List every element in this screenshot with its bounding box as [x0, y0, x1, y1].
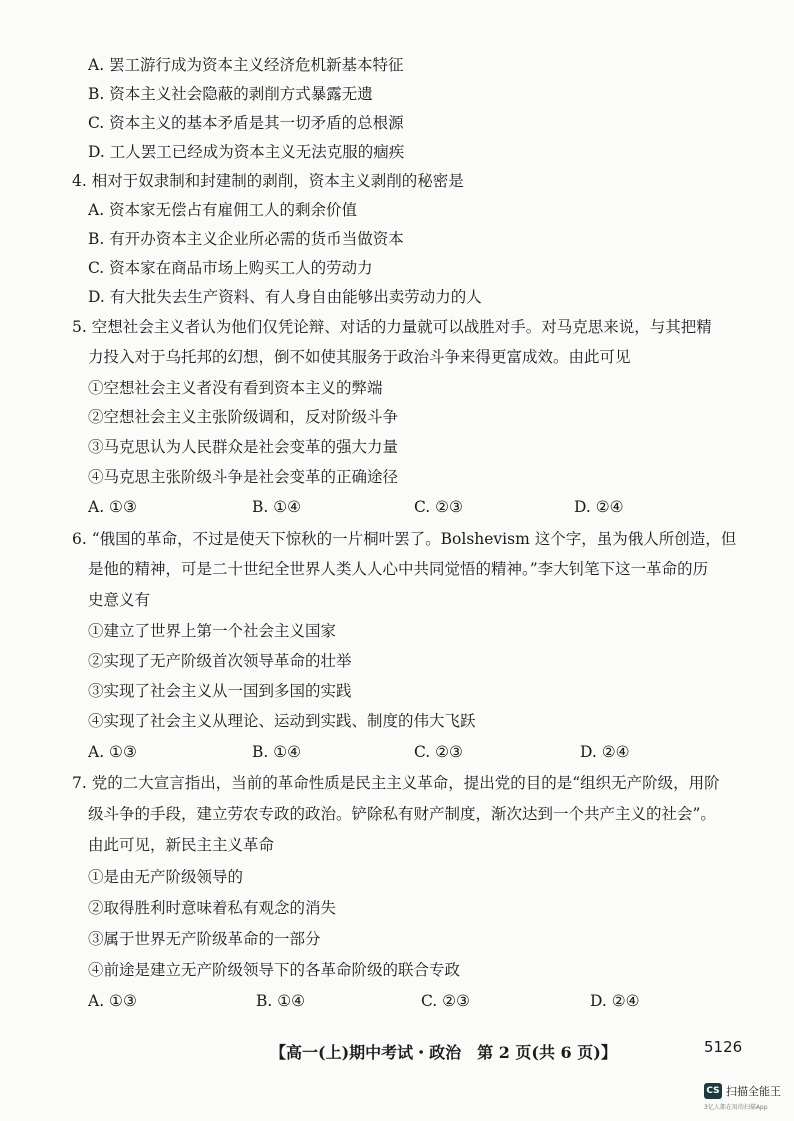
camscanner-logo-icon: CS: [704, 1083, 722, 1099]
q3-option-d: D. 工人罢工已经成为资本主义无法克服的痼疾: [88, 143, 405, 161]
q5-statement-4: ④马克思主张阶级斗争是社会变革的正确途径: [88, 468, 399, 486]
q5-choice-a: A. ①③: [88, 498, 137, 516]
exam-code: 5126: [704, 1038, 743, 1056]
q5-stem-line1: 5. 空想社会主义者认为他们仅凭论辩、对话的力量就可以战胜对手。对马克思来说，与其把精: [72, 318, 712, 336]
q3-option-b: B. 资本主义社会隐蔽的剥削方式暴露无遗: [88, 85, 373, 103]
q7-stem-line3: 由此可见，新民主主义革命: [88, 836, 275, 854]
q7-choice-b: B. ①④: [256, 992, 306, 1010]
q3-option-a: A. 罢工游行成为资本主义经济危机新基本特征: [88, 56, 404, 74]
q5-statement-2: ②空想社会主义主张阶级调和，反对阶级斗争: [88, 408, 399, 426]
q7-choice-d: D. ②④: [590, 992, 640, 1010]
q4-option-d: D. 有大批失去生产资料、有人身自由能够出卖劳动力的人: [88, 288, 482, 306]
q4-option-a: A. 资本家无偿占有雇佣工人的剩余价值: [88, 201, 358, 219]
q6-stem-line3: 史意义有: [88, 591, 151, 609]
q6-stem-line1: 6. “俄国的革命，不过是使天下惊秋的一片桐叶罢了。Bolshevism 这个字，虽为俄人所创造，但: [72, 530, 737, 548]
q7-choice-c: C. ②③: [421, 992, 470, 1010]
q7-stem-line2: 级斗争的手段，建立劳农专政的政治。铲除私有财产制度，渐次达到一个共产主义的社会”。: [88, 805, 716, 823]
q6-choice-d: D. ②④: [580, 743, 630, 761]
scanner-watermark: [704, 1083, 781, 1099]
q5-stem-line2: 力投入对于乌托邦的幻想，倒不如使其服务于政治斗争来得更富成效。由此可见: [88, 348, 631, 366]
q5-statement-3: ③马克思认为人民群众是社会变革的强大力量: [88, 438, 399, 456]
scanner-name: 扫描全能王: [726, 1085, 781, 1098]
scanner-tagline: 3亿人都在用的扫描App: [704, 1104, 768, 1111]
q7-statement-4: ④前途是建立无产阶级领导下的各革命阶级的联合专政: [88, 961, 461, 979]
q6-choice-c: C. ②③: [414, 743, 463, 761]
q3-option-c: C. 资本主义的基本矛盾是其一切矛盾的总根源: [88, 114, 404, 132]
q7-choice-a: A. ①③: [88, 992, 137, 1010]
q7-stem-line1: 7. 党的二大宣言指出，当前的革命性质是民主主义革命，提出党的目的是“组织无产阶级，用阶: [72, 774, 720, 792]
q7-statement-3: ③属于世界无产阶级革命的一部分: [88, 930, 321, 948]
q7-statement-2: ②取得胜利时意味着私有观念的消失: [88, 899, 337, 917]
q6-choice-b: B. ①④: [252, 743, 302, 761]
q4-option-c: C. 资本家在商品市场上购买工人的劳动力: [88, 259, 373, 277]
q7-statement-1: ①是由无产阶级领导的: [88, 868, 244, 886]
q6-stem-line2: 是他的精神，可是二十世纪全世界人类人人心中共同觉悟的精神。”李大钊笔下这一革命的历: [88, 560, 709, 578]
q6-statement-2: ②实现了无产阶级首次领导革命的壮举: [88, 652, 352, 670]
q5-statement-1: ①空想社会主义者没有看到资本主义的弊端: [88, 379, 383, 397]
q4-option-b: B. 有开办资本主义企业所必需的货币当做资本: [88, 230, 404, 248]
page-footer: 【高一(上)期中考试・政治 第 2 页(共 6 页)】: [270, 1043, 617, 1062]
q4-stem: 4. 相对于奴隶制和封建制的剥削，资本主义剥削的秘密是: [72, 172, 464, 190]
q5-choice-d: D. ②④: [574, 498, 624, 516]
q6-statement-4: ④实现了社会主义从理论、运动到实践、制度的伟大飞跃: [88, 712, 476, 730]
q5-choice-b: B. ①④: [252, 498, 302, 516]
q6-statement-1: ①建立了世界上第一个社会主义国家: [88, 622, 337, 640]
q6-statement-3: ③实现了社会主义从一国到多国的实践: [88, 682, 352, 700]
q5-choice-c: C. ②③: [414, 498, 463, 516]
q6-choice-a: A. ①③: [88, 743, 137, 761]
